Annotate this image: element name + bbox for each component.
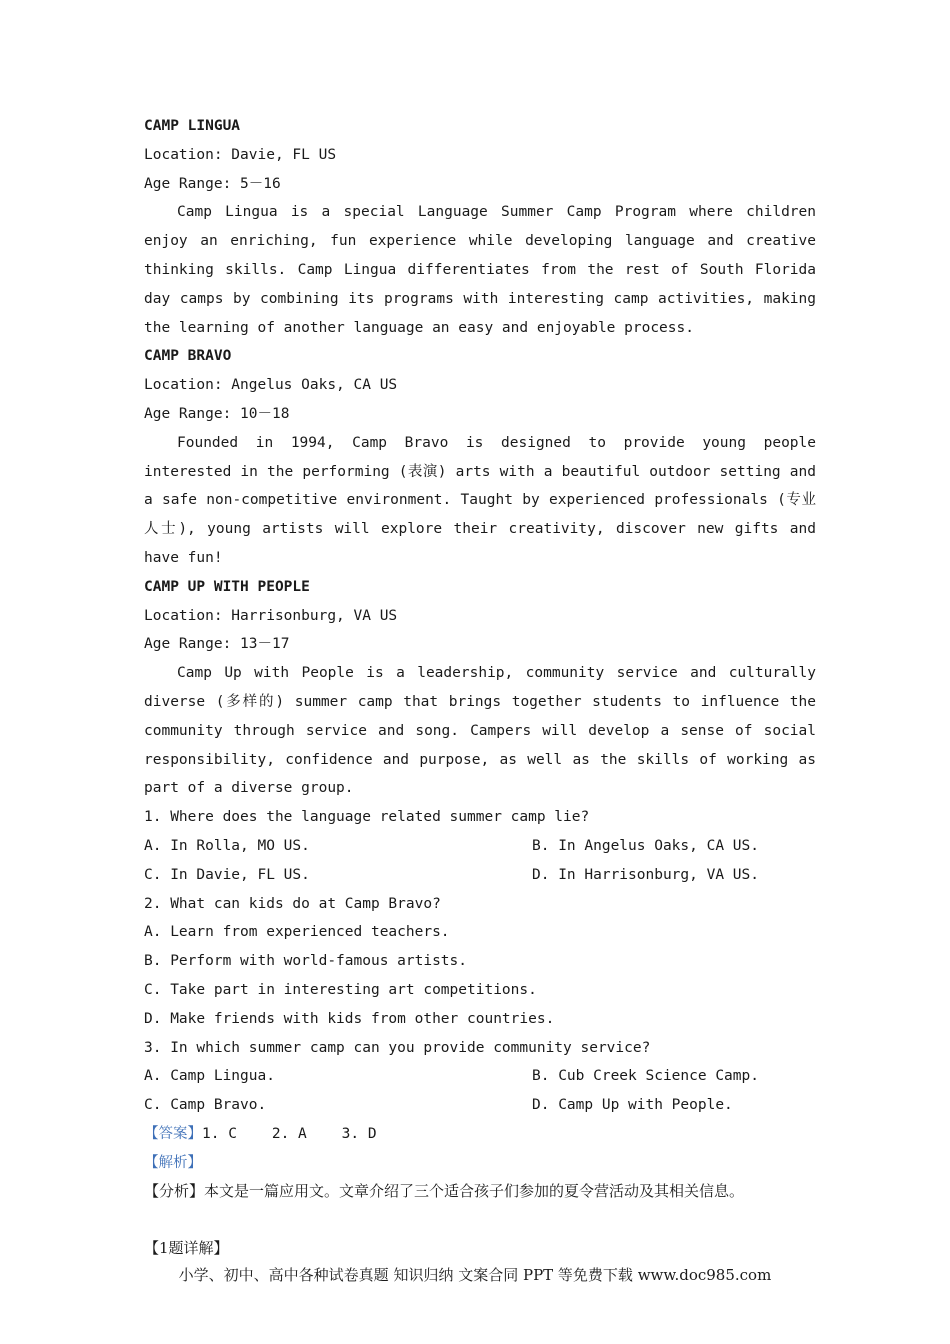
option-c: C. Take part in interesting art competitions. (144, 981, 537, 998)
analysis-label: 【解析】 (144, 1154, 202, 1171)
analysis-line (144, 1149, 816, 1178)
camp-location: Location: Davie, FL US (144, 146, 337, 163)
question-stem: 3. In which summer camp can you provide community service? (144, 1039, 651, 1056)
option-row (144, 861, 816, 890)
answer-line (144, 1120, 816, 1149)
option-c: C. In Davie, FL US. (144, 866, 310, 883)
option-row (144, 1062, 816, 1091)
option-row (144, 832, 816, 861)
detail-heading: 【1题详解】 (144, 1239, 229, 1258)
camp-description: Camp Up with People is a leadership, community service and culturally diverse (多样的) summer camp that brings together students to influence the community through service and song. Campers will develop a sense of social responsibility, confidence and purpose, as well as the skills of working as part of a diverse group. (144, 665, 816, 797)
option-a: A. In Rolla, MO US. (144, 837, 310, 854)
camp-description: Founded in 1994, Camp Bravo is designed to provide young people interested in the performing (表演) arts with a beautiful outdoor setting and a safe non-competitive environment. Taught by experienced professionals (专业人士), young artists will explore their creativity, discover new gifts and have fun! (144, 434, 816, 566)
question-stem: 1. Where does the language related summer camp lie? (144, 809, 590, 826)
option-a: A. Learn from experienced teachers. (144, 924, 450, 941)
camp-title: CAMP LINGUA (144, 118, 241, 134)
option-c: C. Camp Bravo. (144, 1097, 267, 1114)
summary-text: 本文是一篇应用文。文章介绍了三个适合孩子们参加的夏令营活动及其相关信息。 (204, 1182, 745, 1201)
option-a: A. Camp Lingua. (144, 1068, 275, 1085)
option-b: B. Cub Creek Science Camp. (532, 1068, 759, 1085)
camp-title: CAMP UP WITH PEOPLE (144, 578, 310, 595)
camp-title: CAMP BRAVO (144, 348, 232, 365)
option-b: B. Perform with world-famous artists. (144, 953, 468, 970)
camp-age-range: Age Range: 10－18 (144, 405, 290, 422)
spacer (144, 1206, 816, 1234)
camp-description: Camp Lingua is a special Language Summer Camp Program where children enjoy an enriching, fun experience while developing language and creative thinking skills. Camp Lingua differentiates from the rest of South Florida day camps by combining its programs with interesting camp activities, making the learning of another language an easy and enjoyable process. (144, 204, 816, 336)
summary-line (144, 1177, 816, 1206)
summary-label: 【分析】 (144, 1182, 205, 1201)
answer-text: 1. C 2. A 3. D (202, 1125, 377, 1142)
option-d: D. Camp Up with People. (532, 1097, 733, 1114)
option-d: D. In Harrisonburg, VA US. (532, 866, 759, 883)
answer-label: 【答案】 (144, 1125, 202, 1142)
camp-location: Location: Angelus Oaks, CA US (144, 377, 398, 394)
camp-age-range: Age Range: 5－16 (144, 175, 281, 192)
option-d: D. Make friends with kids from other countries. (144, 1010, 555, 1027)
document-body (144, 112, 816, 1263)
camp-age-range: Age Range: 13－17 (144, 636, 290, 653)
option-row (144, 1091, 816, 1120)
question-stem: 2. What can kids do at Camp Bravo? (144, 895, 441, 912)
camp-location: Location: Harrisonburg, VA US (144, 607, 398, 624)
option-b: B. In Angelus Oaks, CA US. (532, 837, 759, 854)
page-footer: 小学、初中、高中各种试卷真题 知识归纳 文案合同 PPT 等免费下载 www.doc985.com (178, 1266, 772, 1284)
